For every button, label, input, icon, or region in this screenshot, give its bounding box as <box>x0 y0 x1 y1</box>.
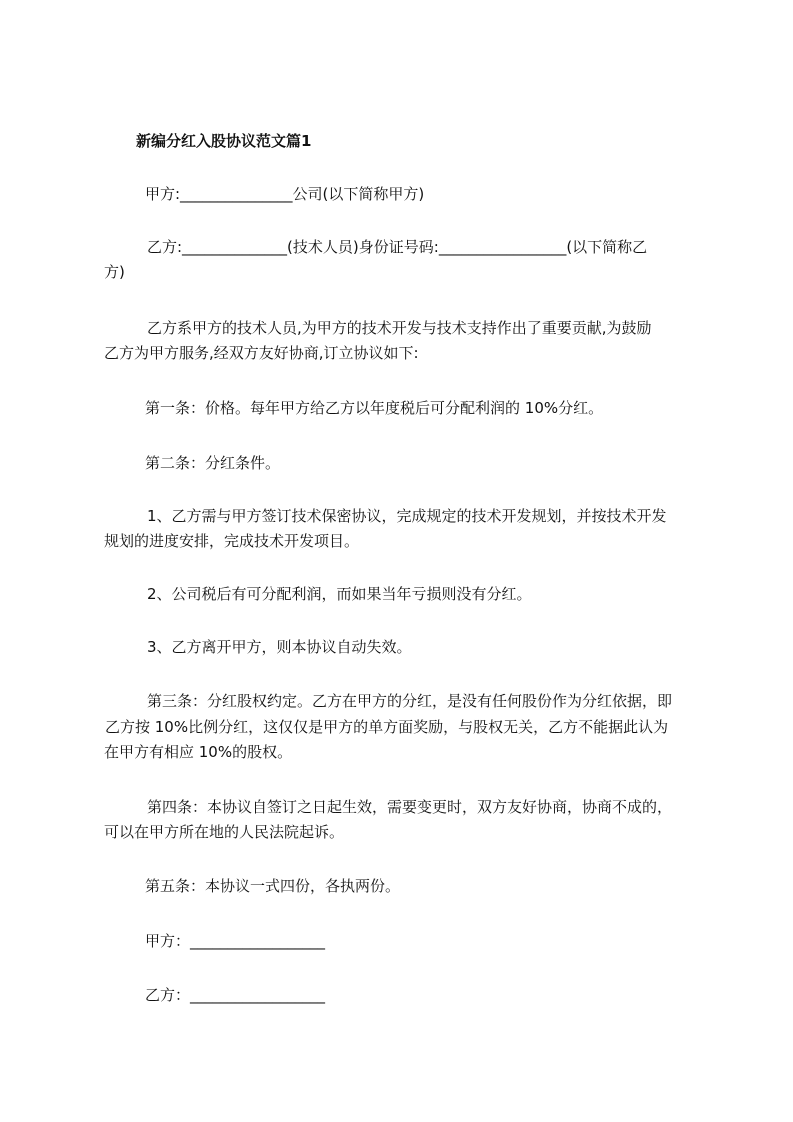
signature-line: 乙方：__________________ <box>145 986 326 1004</box>
paragraph-line: 乙方为甲方服务,经双方友好协商,订立协议如下: <box>104 344 419 362</box>
paragraph-line: 第二条：分红条件。 <box>145 454 281 472</box>
document-title: 新编分红入股协议范文篇1 <box>136 132 312 150</box>
paragraph-line: 甲方:_______________公司(以下简称甲方) <box>145 185 425 203</box>
paragraph-line: 第五条：本协议一式四份，各执两份。 <box>145 877 401 895</box>
paragraph-line: 方) <box>104 263 125 281</box>
paragraph-line: 乙方系甲方的技术人员,为甲方的技术开发与技术支持作出了重要贡献,为鼓励 <box>147 319 652 337</box>
paragraph-line: 第四条：本协议自签订之日起生效，需要变更时，双方友好协商，协商不成的， <box>147 798 673 816</box>
paragraph-line: 1、乙方需与甲方签订技术保密协议，完成规定的技术开发规划，并按技术开发 <box>147 507 667 525</box>
paragraph-line: 第一条：价格。每年甲方给乙方以年度税后可分配利润的 10%分红。 <box>145 399 604 417</box>
paragraph-line: 2、公司税后有可分配利润，而如果当年亏损则没有分红。 <box>147 585 532 603</box>
paragraph-line: 3、乙方离开甲方，则本协议自动失效。 <box>147 638 412 656</box>
paragraph-line: 乙方:______________(技术人员)身份证号码:_________________(以下简称乙 <box>147 238 648 256</box>
signature-line: 甲方：__________________ <box>145 932 326 950</box>
paragraph-line: 第三条：分红股权约定。乙方在甲方的分红，是没有任何股份作为分红依据，即 <box>147 692 673 710</box>
paragraph-line: 规划的进度安排，完成技术开发项目。 <box>104 532 360 550</box>
paragraph-line: 在甲方有相应 10%的股权。 <box>104 743 293 761</box>
paragraph-line: 可以在甲方所在地的人民法院起诉。 <box>104 823 345 841</box>
paragraph-line: 乙方按 10%比例分红，这仅仅是甲方的单方面奖励，与股权无关，乙方不能据此认为 <box>105 718 669 736</box>
